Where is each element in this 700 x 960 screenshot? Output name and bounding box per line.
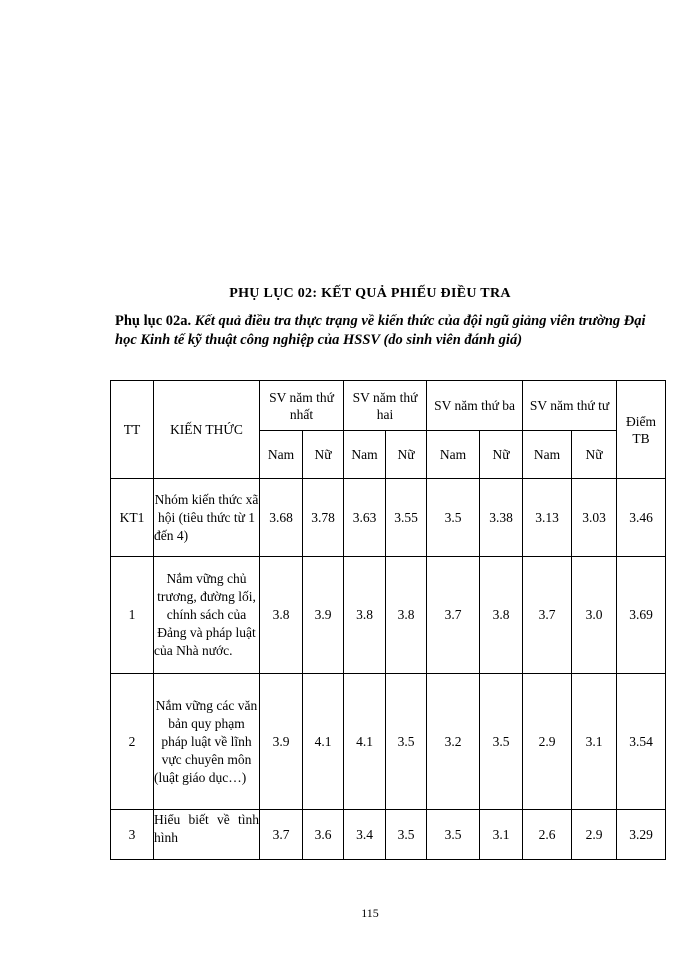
cell-value: 3.03 <box>572 479 617 557</box>
page-title: PHỤ LỤC 02: KẾT QUẢ PHIẾU ĐIỀU TRA <box>229 286 511 301</box>
cell-value: 3.5 <box>480 674 523 810</box>
row-tt: KT1 <box>111 479 154 557</box>
cell-average: 3.29 <box>617 810 666 860</box>
cell-value: 3.5 <box>427 479 480 557</box>
header-year-4: SV năm thứ tư <box>523 381 617 431</box>
cell-value: 3.8 <box>344 557 386 674</box>
cell-value: 3.8 <box>260 557 303 674</box>
row-tt: 2 <box>111 674 154 810</box>
cell-value: 3.8 <box>386 557 427 674</box>
caption-lead: Phụ lục 02a. <box>115 313 192 329</box>
cell-value: 3.38 <box>480 479 523 557</box>
table-row <box>111 479 666 557</box>
header-female: Nữ <box>303 431 344 479</box>
row-knowledge: Nắm vững các văn bản quy phạm pháp luật về lĩnh vực chuyên môn (luật giáo dục…) <box>154 674 260 810</box>
cell-value: 3.9 <box>303 557 344 674</box>
cell-value: 3.0 <box>572 557 617 674</box>
header-female: Nữ <box>480 431 523 479</box>
header-year-3: SV năm thứ ba <box>427 381 523 431</box>
header-female: Nữ <box>386 431 427 479</box>
caption-text: Kết quả điều tra thực trạng về kiến thức của đội ngũ giảng viên trường Đại học Kinh tế kỹ thuật công nghiệp của HSSV (do sinh viên đánh giá) <box>115 313 646 348</box>
cell-value: 3.4 <box>344 810 386 860</box>
cell-value: 3.13 <box>523 479 572 557</box>
cell-average: 3.69 <box>617 557 666 674</box>
row-knowledge: Nhóm kiến thức xã hội (tiêu thức từ 1 đến 4) <box>154 479 260 557</box>
cell-value: 3.5 <box>386 674 427 810</box>
row-knowledge-cell <box>154 810 260 860</box>
cell-value: 3.78 <box>303 479 344 557</box>
cell-value: 3.7 <box>427 557 480 674</box>
cell-average: 3.54 <box>617 674 666 810</box>
page-number: 115 <box>361 906 379 920</box>
cell-value: 3.1 <box>480 810 523 860</box>
header-male: Nam <box>260 431 303 479</box>
cell-value: 2.9 <box>572 810 617 860</box>
header-male: Nam <box>523 431 572 479</box>
header-male: Nam <box>427 431 480 479</box>
header-female: Nữ <box>572 431 617 479</box>
cell-value: 3.8 <box>480 557 523 674</box>
row-tt: 1 <box>111 557 154 674</box>
cell-value: 3.2 <box>427 674 480 810</box>
header-row-top <box>111 381 666 431</box>
cell-value: 4.1 <box>344 674 386 810</box>
cell-value: 3.55 <box>386 479 427 557</box>
cell-value: 4.1 <box>303 674 344 810</box>
cell-value: 3.9 <box>260 674 303 810</box>
table-row <box>111 810 666 860</box>
cell-value: 3.5 <box>386 810 427 860</box>
header-average: Điểm TB <box>617 381 666 479</box>
cell-value: 3.1 <box>572 674 617 810</box>
cell-value: 3.68 <box>260 479 303 557</box>
cell-value: 2.6 <box>523 810 572 860</box>
header-knowledge: KIẾN THỨC <box>154 381 260 479</box>
cell-value: 3.6 <box>303 810 344 860</box>
header-year-1: SV năm thứ nhất <box>260 381 344 431</box>
row-knowledge: Hiểu biết về tình hình <box>154 811 259 845</box>
cell-value: 3.5 <box>427 810 480 860</box>
header-year-2: SV năm thứ hai <box>344 381 427 431</box>
cell-value: 3.63 <box>344 479 386 557</box>
cell-value: 2.9 <box>523 674 572 810</box>
cell-value: 3.7 <box>523 557 572 674</box>
table-caption <box>115 312 655 350</box>
header-male: Nam <box>344 431 386 479</box>
table-row <box>111 557 666 674</box>
results-table <box>110 380 666 860</box>
header-tt: TT <box>111 381 154 479</box>
row-knowledge: Nắm vững chủ trương, đường lối, chính sách của Đảng và pháp luật của Nhà nước. <box>154 557 260 674</box>
row-tt: 3 <box>111 810 154 860</box>
cell-value: 3.7 <box>260 810 303 860</box>
table-row <box>111 674 666 810</box>
cell-average: 3.46 <box>617 479 666 557</box>
